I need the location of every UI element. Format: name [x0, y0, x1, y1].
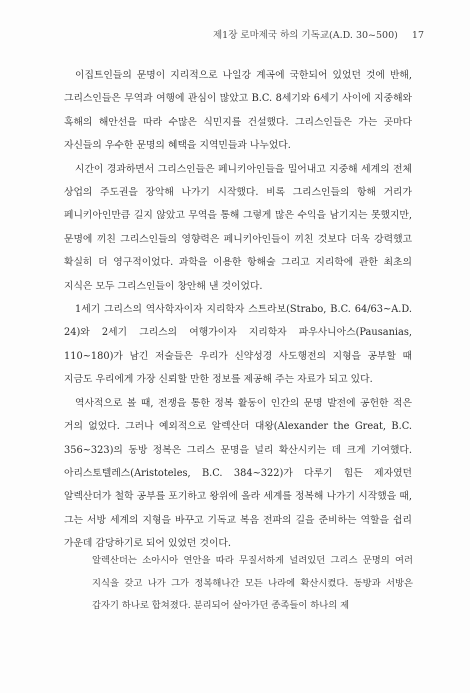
chapter-label: 제1장: [212, 30, 238, 41]
page-number: 17: [411, 30, 424, 41]
paragraph: 역사적으로 볼 때, 전쟁을 통한 정복 활동이 인간의 문명 발전에 공헌한 적은 거의 없었다. 그러나 예외적으로 알렉산더 대왕(Alexander the Great, B.C. 356~323)의 동방 정복은 그리스 문명을 널리 확산시키는 데 크게 기여했다. 아리스토텔레스(Aristoteles, B.C. 384~322)가 다루기 힘든 제자였던 알렉산더가 철학 공부를 포기하고 왕위에 올라 세계를 정복해 나가기 시작했을 때, 그는 서방 세계의 지형을 바꾸고 기독교 복음 전파의 길을 준비하는 역할을 쉽리 가운데 감당하기로 되어 있었던 것이다.: [64, 397, 412, 550]
block-quote: [92, 550, 413, 618]
paragraph: 1세기 그리스의 역사학자이자 지리학자 스트라보(Strabo, B.C. 64/63~A.D. 24)와 2세기 그리스의 여행가이자 지리학자 파우사니아스(Pausanias, 110~180)가 남긴 저술들은 우리가 신약성경 사도행전의 지형을 공부할 때 지금도 우리에게 가장 신뢰할 만한 정보를 제공해 주는 자료가 되고 있다.: [64, 304, 412, 386]
running-head: [213, 27, 424, 41]
paragraph: 이집트인들의 문명이 지리적으로 나일강 계곡에 국한되어 있었던 것에 반해, 그리스인들은 무역과 여행에 관심이 많았고 B.C. 8세기와 6세기 사이에 지중해와 흑해의 해안선을 따라 수많은 식민지를 건설했다. 그리스인들은 가는 곳마다 자신들의 우수한 문명의 혜택을 지역민들과 나누었다.: [64, 70, 412, 152]
paragraph: 시간이 경과하면서 그리스인들은 페니키아인들을 밀어내고 지중해 세계의 전체 상업의 주도권을 장악해 나가기 시작했다. 비록 그리스인들의 항해 거리가 페니키아인만큼 길지 않았고 무역을 통해 그렇게 많은 수익을 남기지는 못했지만, 문명에 끼친 그리스인들의 영향력은 페니키아인들이 끼친 것보다 더욱 강력했고 확실히 더 영구적이었다. 과학을 이용한 항해술 그리고 지리학에 관한 최초의 지식은 모두 그리스인들이 창안해 낸 것이었다.: [64, 163, 412, 292]
chapter-title: 로마제국 하의 기독교(A.D. 30~500): [240, 30, 398, 41]
quote-text: 알렉산더는 소아시아 연안을 따라 무질서하게 널려있던 그리스 문명의 여러 지식을 갖고 나가 그가 정복해나간 모든 나라에 확산시켰다. 동방과 서방은 갑자기 하나로 합쳐졌다. 분리되어 살아가던 종족들이 하나의 제: [92, 555, 413, 612]
body-text: [64, 64, 412, 556]
